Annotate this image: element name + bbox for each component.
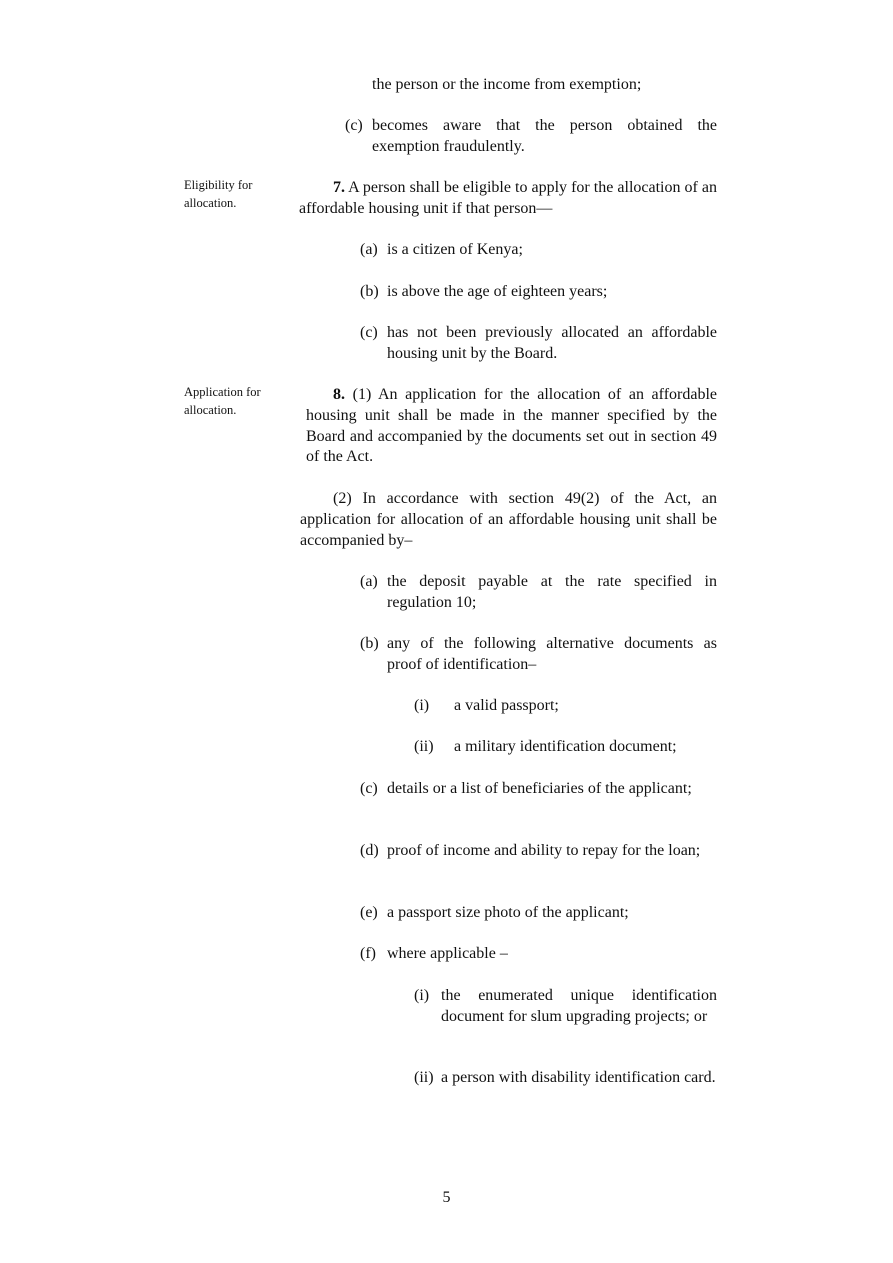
s8-item-e-label: (e) (360, 904, 378, 921)
margin-note-application: Application for allocation. (184, 385, 261, 417)
para-c-text: becomes aware that the person obtained the exemption fraudulently. (372, 117, 717, 155)
s8-item-d (360, 841, 717, 862)
s8-item-f (360, 944, 717, 965)
s7-item-a-text: is a citizen of Kenya; (387, 241, 523, 258)
s8-item-d-label: (d) (360, 842, 379, 859)
s7-item-c-label: (c) (360, 324, 378, 341)
s8-item-a-label: (a) (360, 573, 378, 590)
para-c (345, 116, 717, 158)
s8-f-subitem-i (414, 986, 717, 1028)
s8-item-b-text: any of the following alternative documents as proof of identification– (387, 635, 717, 673)
s8-f-subitem-ii-label: (ii) (414, 1069, 434, 1086)
s7-item-c (360, 323, 717, 365)
s8-item-b-label: (b) (360, 635, 379, 652)
s8-b-subitem-ii (414, 737, 717, 758)
s8-b-subitem-i-text: a valid passport; (454, 697, 559, 714)
continuation-text: the person or the income from exemption; (372, 76, 642, 93)
s8-item-a (360, 572, 717, 614)
section-8-number: 8. (333, 386, 345, 403)
s7-item-b-label: (b) (360, 283, 379, 300)
section-7 (299, 178, 717, 220)
page-number: 5 (442, 1189, 451, 1206)
s8-b-subitem-i (414, 696, 717, 717)
s8-b-subitem-ii-text: a military identification document; (454, 738, 677, 755)
s8-item-f-label: (f) (360, 945, 376, 962)
s8-item-a-text: the deposit payable at the rate specified in regulation 10; (387, 573, 717, 611)
s8-f-subitem-ii-text: a person with disability identification card. (441, 1069, 716, 1086)
s8-b-subitem-i-label: (i) (414, 697, 430, 714)
section-8-sub-1-label: (1) (352, 386, 372, 403)
s8-item-e (360, 903, 717, 924)
section-7-text: A person shall be eligible to apply for the allocation of an affordable housing unit if that person— (299, 179, 718, 217)
para-c-label: (c) (345, 117, 363, 134)
section-8-sub-1 (306, 385, 717, 468)
margin-note-eligibility: Eligibility for allocation. (184, 178, 253, 210)
s8-item-c (360, 779, 717, 800)
s8-b-subitem-ii-label: (ii) (414, 738, 434, 755)
s7-item-b-text: is above the age of eighteen years; (387, 283, 608, 300)
s7-item-c-text: has not been previously allocated an affordable housing unit by the Board. (387, 324, 717, 362)
section-8-sub-1-text: An application for the allocation of an affordable housing unit shall be made in the manner specified by the Board and accompanied by the documents set out in section 49 of the Act. (306, 386, 717, 466)
s7-item-a (360, 240, 717, 261)
s8-f-subitem-ii (414, 1068, 717, 1089)
s8-f-subitem-i-text: the enumerated unique identification document for slum upgrading projects; or (441, 987, 717, 1025)
s8-item-f-text: where applicable – (387, 945, 508, 962)
section-7-number: 7. (333, 179, 345, 196)
s8-item-b (360, 634, 717, 676)
section-8-sub-2: (2) In accordance with section 49(2) of the Act, an application for allocation of an affordable housing unit shall be accompanied by– (300, 490, 717, 549)
s7-item-b (360, 282, 717, 303)
s8-item-d-text: proof of income and ability to repay for the loan; (387, 842, 701, 859)
s8-f-subitem-i-label: (i) (414, 987, 430, 1004)
s7-item-a-label: (a) (360, 241, 378, 258)
s8-item-c-label: (c) (360, 780, 378, 797)
s8-item-c-text: details or a list of beneficiaries of the applicant; (387, 780, 692, 797)
s8-item-e-text: a passport size photo of the applicant; (387, 904, 629, 921)
